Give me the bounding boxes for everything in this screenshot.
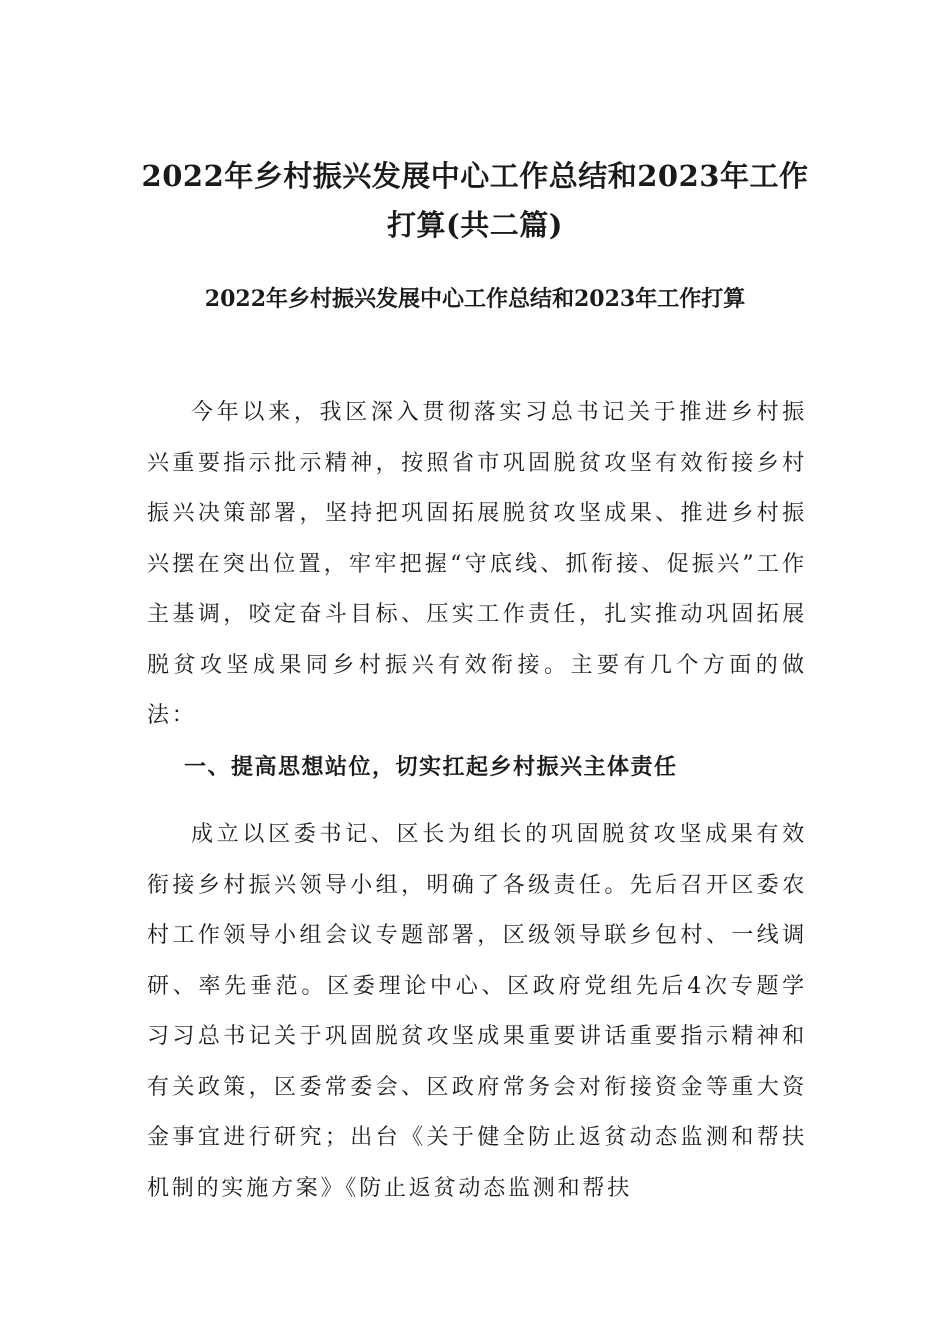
document-title: 2022年乡村振兴发展中心工作总结和2023年工作打算(共二篇): [141, 159, 809, 242]
document-subtitle: 2022年乡村振兴发展中心工作总结和2023年工作打算: [204, 286, 746, 312]
section-heading: 一、提高思想站位，切实扛起乡村振兴主体责任: [184, 754, 678, 780]
intro-paragraph: 今年以来，我区深入贯彻落实习总书记关于推进乡村振兴重要指示批示精神，按照省市巩固脱贫攻坚有效衔接乡村振兴决策部署，坚持把巩固拓展脱贫攻坚成果、推进乡村振兴摆在突出位置，牢牢把握“守底线、抓衔接、促振兴”工作主基调，咬定奋斗目标、压实工作责任，扎实推动巩固拓展脱贫攻坚成果同乡村振兴有效衔接。主要有几个方面的做法：: [147, 400, 807, 728]
body-paragraph: 成立以区委书记、区长为组长的巩固脱贫攻坚成果有效衔接乡村振兴领导小组，明确了各级责任。先后召开区委农村工作领导小组会议专题部署，区级领导联乡包村、一线调研、率先垂范。区委理论中心、区政府党组先后4次专题学习习总书记关于巩固脱贫攻坚成果重要讲话重要指示精神和有关政策，区委常委会、区政府常务会对衔接资金等重大资金事宜进行研究；出台《关于健全防止返贫动态监测和帮扶机制的实施方案》《防止返贫动态监测和帮扶: [147, 822, 807, 1201]
